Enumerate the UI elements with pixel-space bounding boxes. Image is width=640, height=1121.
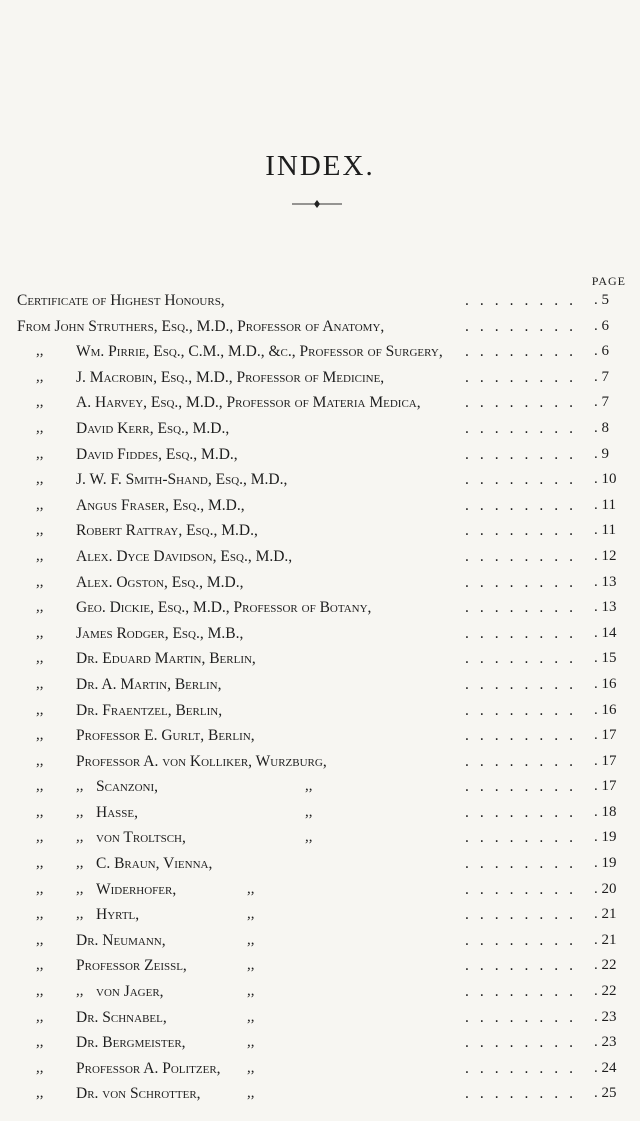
entry-page-number: . 20 (594, 880, 617, 897)
index-entry (0, 877, 640, 903)
ditto-mark: ,, (36, 368, 44, 385)
entry-page-number: . 22 (594, 983, 617, 1000)
dot-leader: ........ (465, 906, 584, 924)
index-entry (0, 339, 640, 365)
entry-label: Geo. Dickie, Esq., M.D., Professor of Botany, (76, 599, 372, 617)
entry-label: J. Macrobin, Esq., M.D., Professor of Medicine, (76, 368, 385, 386)
entry-page-number: . 9 (594, 445, 609, 462)
entry-label: David Kerr, Esq., M.D., (76, 419, 230, 437)
entry-label: Alex. Ogston, Esq., M.D., (76, 573, 244, 591)
ditto-mark: ,, (305, 829, 313, 846)
ditto-mark: ,, (76, 880, 84, 897)
index-entry (0, 979, 640, 1005)
dot-leader: ........ (465, 471, 584, 489)
entry-label: Robert Rattray, Esq., M.D., (76, 522, 258, 540)
entry-page-number: . 5 (594, 292, 609, 308)
entry-page-number: . 15 (594, 650, 617, 667)
entry-label: A. Harvey, Esq., M.D., Professor of Materia Medica, (76, 394, 421, 412)
dot-leader: ........ (465, 292, 584, 309)
ditto-mark: ,, (36, 1034, 44, 1051)
entry-page-number: . 19 (594, 855, 617, 872)
dot-leader: ........ (465, 1008, 584, 1026)
ditto-mark: ,, (247, 983, 255, 1000)
index-entry (0, 416, 640, 442)
entry-page-number: . 22 (594, 957, 617, 974)
index-entry (0, 442, 640, 468)
entry-page-number: . 17 (594, 778, 617, 795)
index-entry (0, 518, 640, 544)
dot-leader: ........ (465, 343, 584, 361)
ditto-mark: ,, (36, 522, 44, 539)
dot-leader: ........ (465, 803, 584, 821)
ditto-mark: ,, (36, 445, 44, 462)
ditto-mark: ,, (305, 803, 313, 820)
dot-leader: ........ (465, 624, 584, 642)
entry-page-number: . 6 (594, 317, 609, 334)
entry-label: Dr. Fraentzel, Berlin, (76, 701, 223, 719)
entry-label: Professor A. von Kolliker, Wurzburg, (76, 752, 327, 770)
dot-leader: ........ (465, 522, 584, 540)
index-title: INDEX. (265, 150, 375, 182)
entry-label: Dr. A. Martin, Berlin, (76, 675, 222, 693)
page-column-heading: PAGE (591, 274, 626, 288)
dot-leader: ........ (465, 1034, 584, 1052)
ditto-mark: ,, (36, 880, 44, 897)
entry-page-number: . 23 (594, 1034, 617, 1051)
entry-page-number: . 21 (594, 906, 617, 923)
entry-label: Dr. Eduard Martin, Berlin, (76, 650, 256, 668)
entry-label: von Jager, (96, 983, 164, 1001)
ditto-mark: ,, (76, 829, 84, 846)
dot-leader: ........ (465, 496, 584, 514)
dot-leader: ........ (465, 368, 584, 386)
ditto-mark: ,, (247, 957, 255, 974)
dot-leader: ........ (465, 419, 584, 437)
entry-label: J. W. F. Smith-Shand, Esq., M.D., (76, 471, 288, 489)
ditto-mark: ,, (36, 471, 44, 488)
dot-leader: ........ (465, 829, 584, 847)
index-entry (0, 953, 640, 979)
entry-label: Widerhofer, (96, 880, 177, 898)
ditto-mark: ,, (36, 906, 44, 923)
entry-page-number: . 24 (594, 1059, 617, 1076)
entry-label: Hyrtl, (96, 906, 140, 924)
ditto-mark: ,, (247, 1085, 255, 1102)
dot-leader: ........ (465, 675, 584, 693)
entry-label: Dr. von Schrotter, (76, 1085, 201, 1103)
entry-page-number: . 12 (594, 547, 617, 564)
ditto-mark: ,, (36, 829, 44, 846)
index-entry (0, 902, 640, 928)
index-entry (0, 595, 640, 621)
index-entry (0, 698, 640, 724)
dot-leader: ........ (465, 880, 584, 898)
dot-leader: ........ (465, 957, 584, 975)
dot-leader: ........ (465, 778, 584, 796)
index-entry (0, 467, 640, 493)
index-entry (0, 800, 640, 826)
index-entry (0, 1056, 640, 1082)
index-entry (0, 646, 640, 672)
ditto-mark: ,, (36, 419, 44, 436)
dot-leader: ........ (465, 1085, 584, 1103)
entry-page-number: . 17 (594, 727, 617, 744)
entry-page-number: . 13 (594, 599, 617, 616)
entry-page-number: . 19 (594, 829, 617, 846)
entry-label: David Fiddes, Esq., M.D., (76, 445, 238, 463)
ditto-mark: ,, (76, 906, 84, 923)
ditto-mark: ,, (36, 650, 44, 667)
dot-leader: ........ (465, 752, 584, 770)
entry-label: Dr. Neumann, (76, 931, 166, 949)
ditto-mark: ,, (247, 906, 255, 923)
entry-label: Certificate of Highest Honours, (17, 292, 225, 309)
ditto-mark: ,, (36, 931, 44, 948)
entry-label: Scanzoni, (96, 778, 158, 796)
entry-page-number: . 14 (594, 624, 617, 641)
ditto-mark: ,, (247, 1008, 255, 1025)
ditto-mark: ,, (247, 880, 255, 897)
dot-leader: ........ (465, 317, 584, 335)
dot-leader: ........ (465, 701, 584, 719)
ditto-mark: ,, (36, 752, 44, 769)
ditto-mark: ,, (36, 343, 44, 360)
ditto-mark: ,, (36, 599, 44, 616)
entry-page-number: . 10 (594, 471, 617, 488)
dot-leader: ........ (465, 931, 584, 949)
ditto-mark: ,, (36, 1008, 44, 1025)
ditto-mark: ,, (247, 931, 255, 948)
entry-page-number: . 8 (594, 419, 609, 436)
index-entry (0, 1030, 640, 1056)
ditto-mark: ,, (36, 1085, 44, 1102)
entry-label: Wm. Pirrie, Esq., C.M., M.D., &c., Professor of Surgery, (76, 343, 443, 361)
dot-leader: ........ (465, 599, 584, 617)
entry-page-number: . 16 (594, 701, 617, 718)
ditto-mark: ,, (36, 394, 44, 411)
entry-page-number: . 7 (594, 394, 609, 411)
index-entry (0, 749, 640, 775)
index-entry (0, 288, 640, 314)
dot-leader: ........ (465, 983, 584, 1001)
entry-label: Hasse, (96, 803, 138, 821)
index-entry (0, 621, 640, 647)
index-entry (0, 314, 640, 340)
entry-label: Dr. Bergmeister, (76, 1034, 186, 1052)
ornament-divider (0, 199, 640, 209)
ditto-mark: ,, (36, 855, 44, 872)
dot-leader: ........ (465, 573, 584, 591)
index-entry (0, 1005, 640, 1031)
entry-label: Professor A. Politzer, (76, 1059, 221, 1077)
index-entry (0, 928, 640, 954)
ditto-mark: ,, (36, 727, 44, 744)
index-entry (0, 1081, 640, 1107)
dot-leader: ........ (465, 650, 584, 668)
dot-leader: ........ (465, 445, 584, 463)
entry-label: Professor Zeissl, (76, 957, 187, 975)
entry-label: von Troltsch, (96, 829, 186, 847)
ditto-mark: ,, (36, 957, 44, 974)
index-entry (0, 493, 640, 519)
ditto-mark: ,, (76, 778, 84, 795)
entry-label: Professor E. Gurlt, Berlin, (76, 727, 255, 745)
entry-page-number: . 11 (594, 522, 616, 539)
ditto-mark: ,, (247, 1059, 255, 1076)
index-entry (0, 672, 640, 698)
index-entry (0, 723, 640, 749)
index-entry (0, 851, 640, 877)
ditto-mark: ,, (36, 778, 44, 795)
ditto-mark: ,, (76, 803, 84, 820)
index-entry (0, 825, 640, 851)
ditto-mark: ,, (36, 803, 44, 820)
entry-page-number: . 11 (594, 496, 616, 513)
ditto-mark: ,, (36, 496, 44, 513)
entry-page-number: . 16 (594, 675, 617, 692)
ditto-mark: ,, (36, 983, 44, 1000)
entry-label: Alex. Dyce Davidson, Esq., M.D., (76, 547, 293, 565)
entry-page-number: . 25 (594, 1085, 617, 1102)
entry-page-number: . 18 (594, 803, 617, 820)
ditto-mark: ,, (36, 573, 44, 590)
entry-page-number: . 7 (594, 368, 609, 385)
index-entry (0, 570, 640, 596)
index-entry (0, 390, 640, 416)
ditto-mark: ,, (36, 547, 44, 564)
ditto-mark: ,, (305, 778, 313, 795)
entry-label: C. Braun, Vienna, (96, 855, 213, 873)
ditto-mark: ,, (76, 855, 84, 872)
ditto-mark: ,, (247, 1034, 255, 1051)
ditto-mark: ,, (36, 675, 44, 692)
entry-page-number: . 21 (594, 931, 617, 948)
dot-leader: ........ (465, 547, 584, 565)
ditto-mark: ,, (36, 624, 44, 641)
ditto-mark: ,, (36, 1059, 44, 1076)
index-entries (0, 288, 640, 1107)
dot-leader: ........ (465, 855, 584, 873)
ditto-mark: ,, (76, 983, 84, 1000)
entry-page-number: . 23 (594, 1008, 617, 1025)
index-entry (0, 365, 640, 391)
dot-leader: ........ (465, 394, 584, 412)
dot-leader: ........ (465, 1059, 584, 1077)
entry-label: Angus Fraser, Esq., M.D., (76, 496, 245, 514)
entry-label: James Rodger, Esq., M.B., (76, 624, 244, 642)
index-entry (0, 774, 640, 800)
entry-page-number: . 6 (594, 343, 609, 360)
dot-leader: ........ (465, 727, 584, 745)
entry-page-number: . 17 (594, 752, 617, 769)
entry-label: Dr. Schnabel, (76, 1008, 167, 1026)
entry-label: From John Struthers, Esq., M.D., Professor of Anatomy, (17, 317, 385, 335)
entry-page-number: . 13 (594, 573, 617, 590)
index-entry (0, 544, 640, 570)
ditto-mark: ,, (36, 701, 44, 718)
